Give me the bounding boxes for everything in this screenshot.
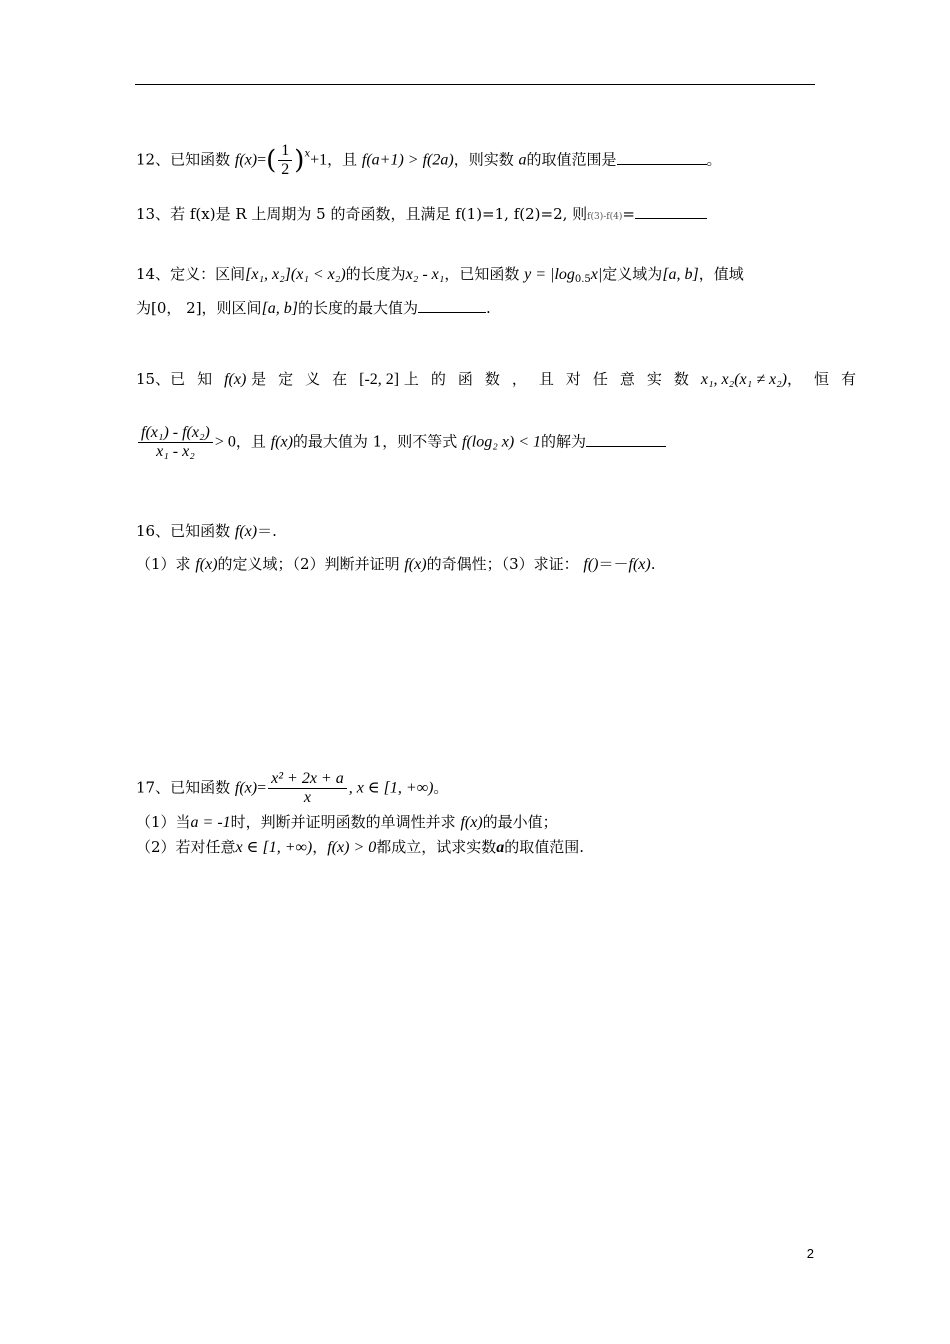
problem-12: 12、已知函数 f(x)=( $\frac{1}{2}$ )$^x$+1，且 f(a+1) > f(2a)，则实数 a的取值范围是 。 bbox=[136, 142, 722, 178]
problem-17-line-3: （2）若对任意x ∈ [1, +∞)，f(x) > 0都成立，试求实数a的取值范围. bbox=[136, 838, 585, 856]
problem-14-line-2: 为[0， 2]，则区间[a, b]的长度的最大值为 . bbox=[136, 299, 491, 317]
problem-16-line-2: （1）求 f(x)的定义域；（2）判断并证明 f(x)的奇偶性；（3）求证： f()＝－f(x). bbox=[136, 555, 656, 573]
answer-blank[interactable] bbox=[586, 432, 666, 447]
problem-15-line-1: 15、已知f(x) 是定义在[-2, 2] 上的函数，且对任意实数x₁, x₂(x₁ ≠ x₂)，恒有 bbox=[136, 370, 868, 388]
problem-17-line-1: 17、已知函数 f(x)= $\frac{\text{x² + 2x + a}}{x}$ , x ∈ [1, +∞)。 bbox=[136, 770, 449, 806]
garbled-glyph: f(3)-f(4) bbox=[587, 212, 623, 222]
answer-blank[interactable] bbox=[635, 204, 707, 219]
header-rule bbox=[135, 84, 815, 85]
problem-17-line-2: （1）当a = -1时，判断并证明函数的单调性并求 f(x)的最小值； bbox=[136, 813, 558, 831]
fraction: $\frac{\text{f(x₁) - f(x₂)}}{\text{x₁ - x₂}}$ bbox=[138, 424, 213, 461]
fraction: $\frac{\text{x² + 2x + a}}{x}$ bbox=[268, 770, 347, 807]
answer-blank[interactable] bbox=[418, 298, 486, 313]
problem-13: 13、若 f(x)是 R 上周期为 5 的奇函数，且满足 f(1)=1, f(2)=2, 则f(3)-f(4)= bbox=[136, 203, 707, 228]
problem-16-line-1: 16、已知函数 f(x)＝. bbox=[136, 522, 277, 540]
page-number: 2 bbox=[806, 1246, 814, 1261]
problem-14-line-1: 14、定义：区间[x₁, x₂](x₁ < x₂)的长度为x₂ - x₁，已知函数 $y = |\log_{0.5}x|$定义域为[a, b]，值域 bbox=[136, 265, 744, 285]
problem-15-line-2: $\frac{\text{f(x₁) - f(x₂)}}{\text{x₁ - x₂}}$ > 0，且 f(x)的最大值为 1，则不等式 f(log₂ x) < 1的解为 bbox=[136, 424, 666, 461]
answer-blank[interactable] bbox=[617, 150, 707, 165]
fraction: $\frac{1}{2}$ bbox=[278, 142, 292, 179]
